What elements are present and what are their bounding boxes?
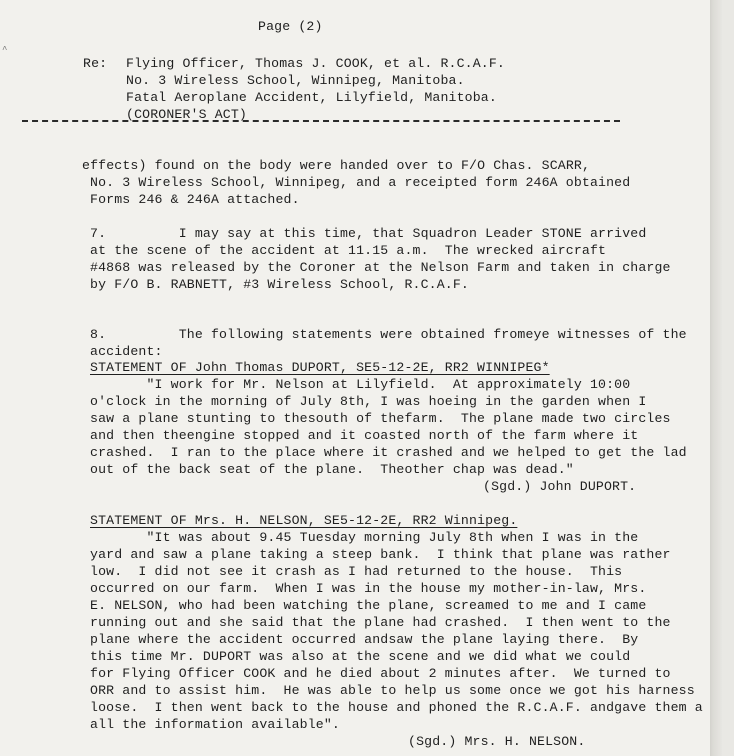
statement2-line: low. I did not see it crash as I had returned to the house. This [90,564,623,579]
separator-rule [22,120,620,122]
para8-line: accident: [90,344,163,359]
continuation-line: No. 3 Wireless School, Winnipeg, and a receipted form 246A obtained [90,175,631,190]
statement1-line: "I work for Mr. Nelson at Lilyfield. At approximately 10:00 [90,377,631,392]
statement2-line: "It was about 9.45 Tuesday morning July 8th when I was in the [90,530,639,545]
statement2-line: running out and she said that the plane had crashed. I then went to the [90,615,671,630]
margin-mark: ^ [2,45,8,55]
statement2-line: yard and saw a plane taking a steep bank. I think that plane was rather [90,547,671,562]
statement2-heading: STATEMENT OF Mrs. H. NELSON, SE5-12-2E, RR2 Winnipeg. [90,513,518,528]
re-label: Re: [83,56,108,71]
statement1-line: and then theengine stopped and it coasted north of the farm where it [90,428,639,443]
re-line-school: No. 3 Wireless School, Winnipeg, Manitoba. [126,73,465,88]
continuation-line: effects) found on the body were handed over to F/O Chas. SCARR, [82,158,591,173]
para8-line: 8. The following statements were obtained fromeye witnesses of the [90,327,687,342]
statement2-line: this time Mr. DUPORT was also at the scene and we did what we could [90,649,631,664]
re-line-accident: Fatal Aeroplane Accident, Lilyfield, Manitoba. [126,90,497,105]
statement1-line: o'clock in the morning of July 8th, I was hoeing in the garden when I [90,394,647,409]
re-line-act: (CORONER'S ACT) [126,107,247,122]
page-header: Page (2) [258,19,323,34]
statement1-signature: (Sgd.) John DUPORT. [483,479,637,494]
para7-line: #4868 was released by the Coroner at the Nelson Farm and taken in charge [90,260,671,275]
statement2-line: for Flying Officer COOK and he died about 2 minutes after. We turned to [90,666,671,681]
statement1-line: crashed. I ran to the place where it crashed and we helped to get the lad [90,445,687,460]
page-edge [710,0,722,756]
statement1-line: out of the back seat of the plane. Theother chap was dead." [90,462,574,477]
statement2-line: all the information available". [90,717,340,732]
statement2-signature: (Sgd.) Mrs. H. NELSON. [408,734,586,749]
continuation-line: Forms 246 & 246A attached. [90,192,300,207]
statement2-line: E. NELSON, who had been watching the plane, screamed to me and I came [90,598,647,613]
para7-line: by F/O B. RABNETT, #3 Wireless School, R.C.A.F. [90,277,469,292]
statement2-line: ORR and to assist him. He was able to help us some once we got his harness [90,683,695,698]
statement2-line: plane where the accident occurred andsaw the plane laying there. By [90,632,639,647]
para7-line: at the scene of the accident at 11.15 a.m. The wrecked aircraft [90,243,607,258]
para7-line: 7. I may say at this time, that Squadron Leader STONE arrived [90,226,647,241]
re-line-subject: Flying Officer, Thomas J. COOK, et al. R.C.A.F. [126,56,505,71]
statement1-line: saw a plane stunting to thesouth of thefarm. The plane made two circles [90,411,671,426]
statement2-line: loose. I then went back to the house and phoned the R.C.A.F. andgave them a [90,700,703,715]
statement1-heading: STATEMENT OF John Thomas DUPORT, SE5-12-2E, RR2 WINNIPEG* [90,360,550,375]
statement2-line: occurred on our farm. When I was in the house my mother-in-law, Mrs. [90,581,647,596]
